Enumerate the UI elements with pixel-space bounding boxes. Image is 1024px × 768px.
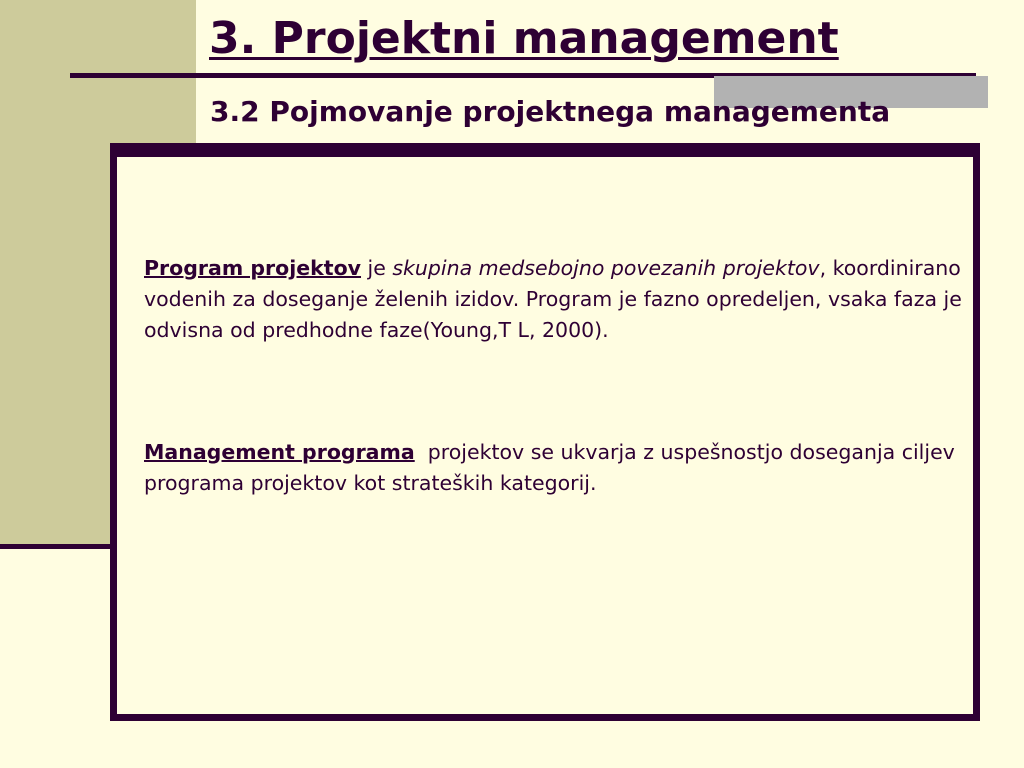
term-management-programa: Management programa (144, 440, 415, 464)
slide-title: 3. Projektni management (209, 13, 839, 64)
paragraph-1-emphasis: skupina medsebojno povezanih projektov (392, 256, 820, 280)
paragraph-1-text: , koordinirano vodenih za doseganje želenih izidov. Program je fazno opredeljen, vsaka faza je odvisna od predhodne faze(Young,T L, 2000). (144, 256, 962, 342)
paragraph-1-connector: je (361, 256, 393, 280)
paragraph-program-projektov (144, 253, 964, 346)
left-band-rule (0, 544, 112, 549)
term-program-projektov: Program projektov (144, 256, 362, 280)
content-box (110, 143, 980, 721)
slide-subtitle: 3.2 Pojmovanje projektnega managementa (210, 95, 891, 128)
paragraph-2-text: projektov se ukvarja z uspešnostjo doseganja ciljev programa projektov kot strateških kategorij. (144, 440, 962, 495)
paragraph-management-programa (144, 437, 964, 499)
